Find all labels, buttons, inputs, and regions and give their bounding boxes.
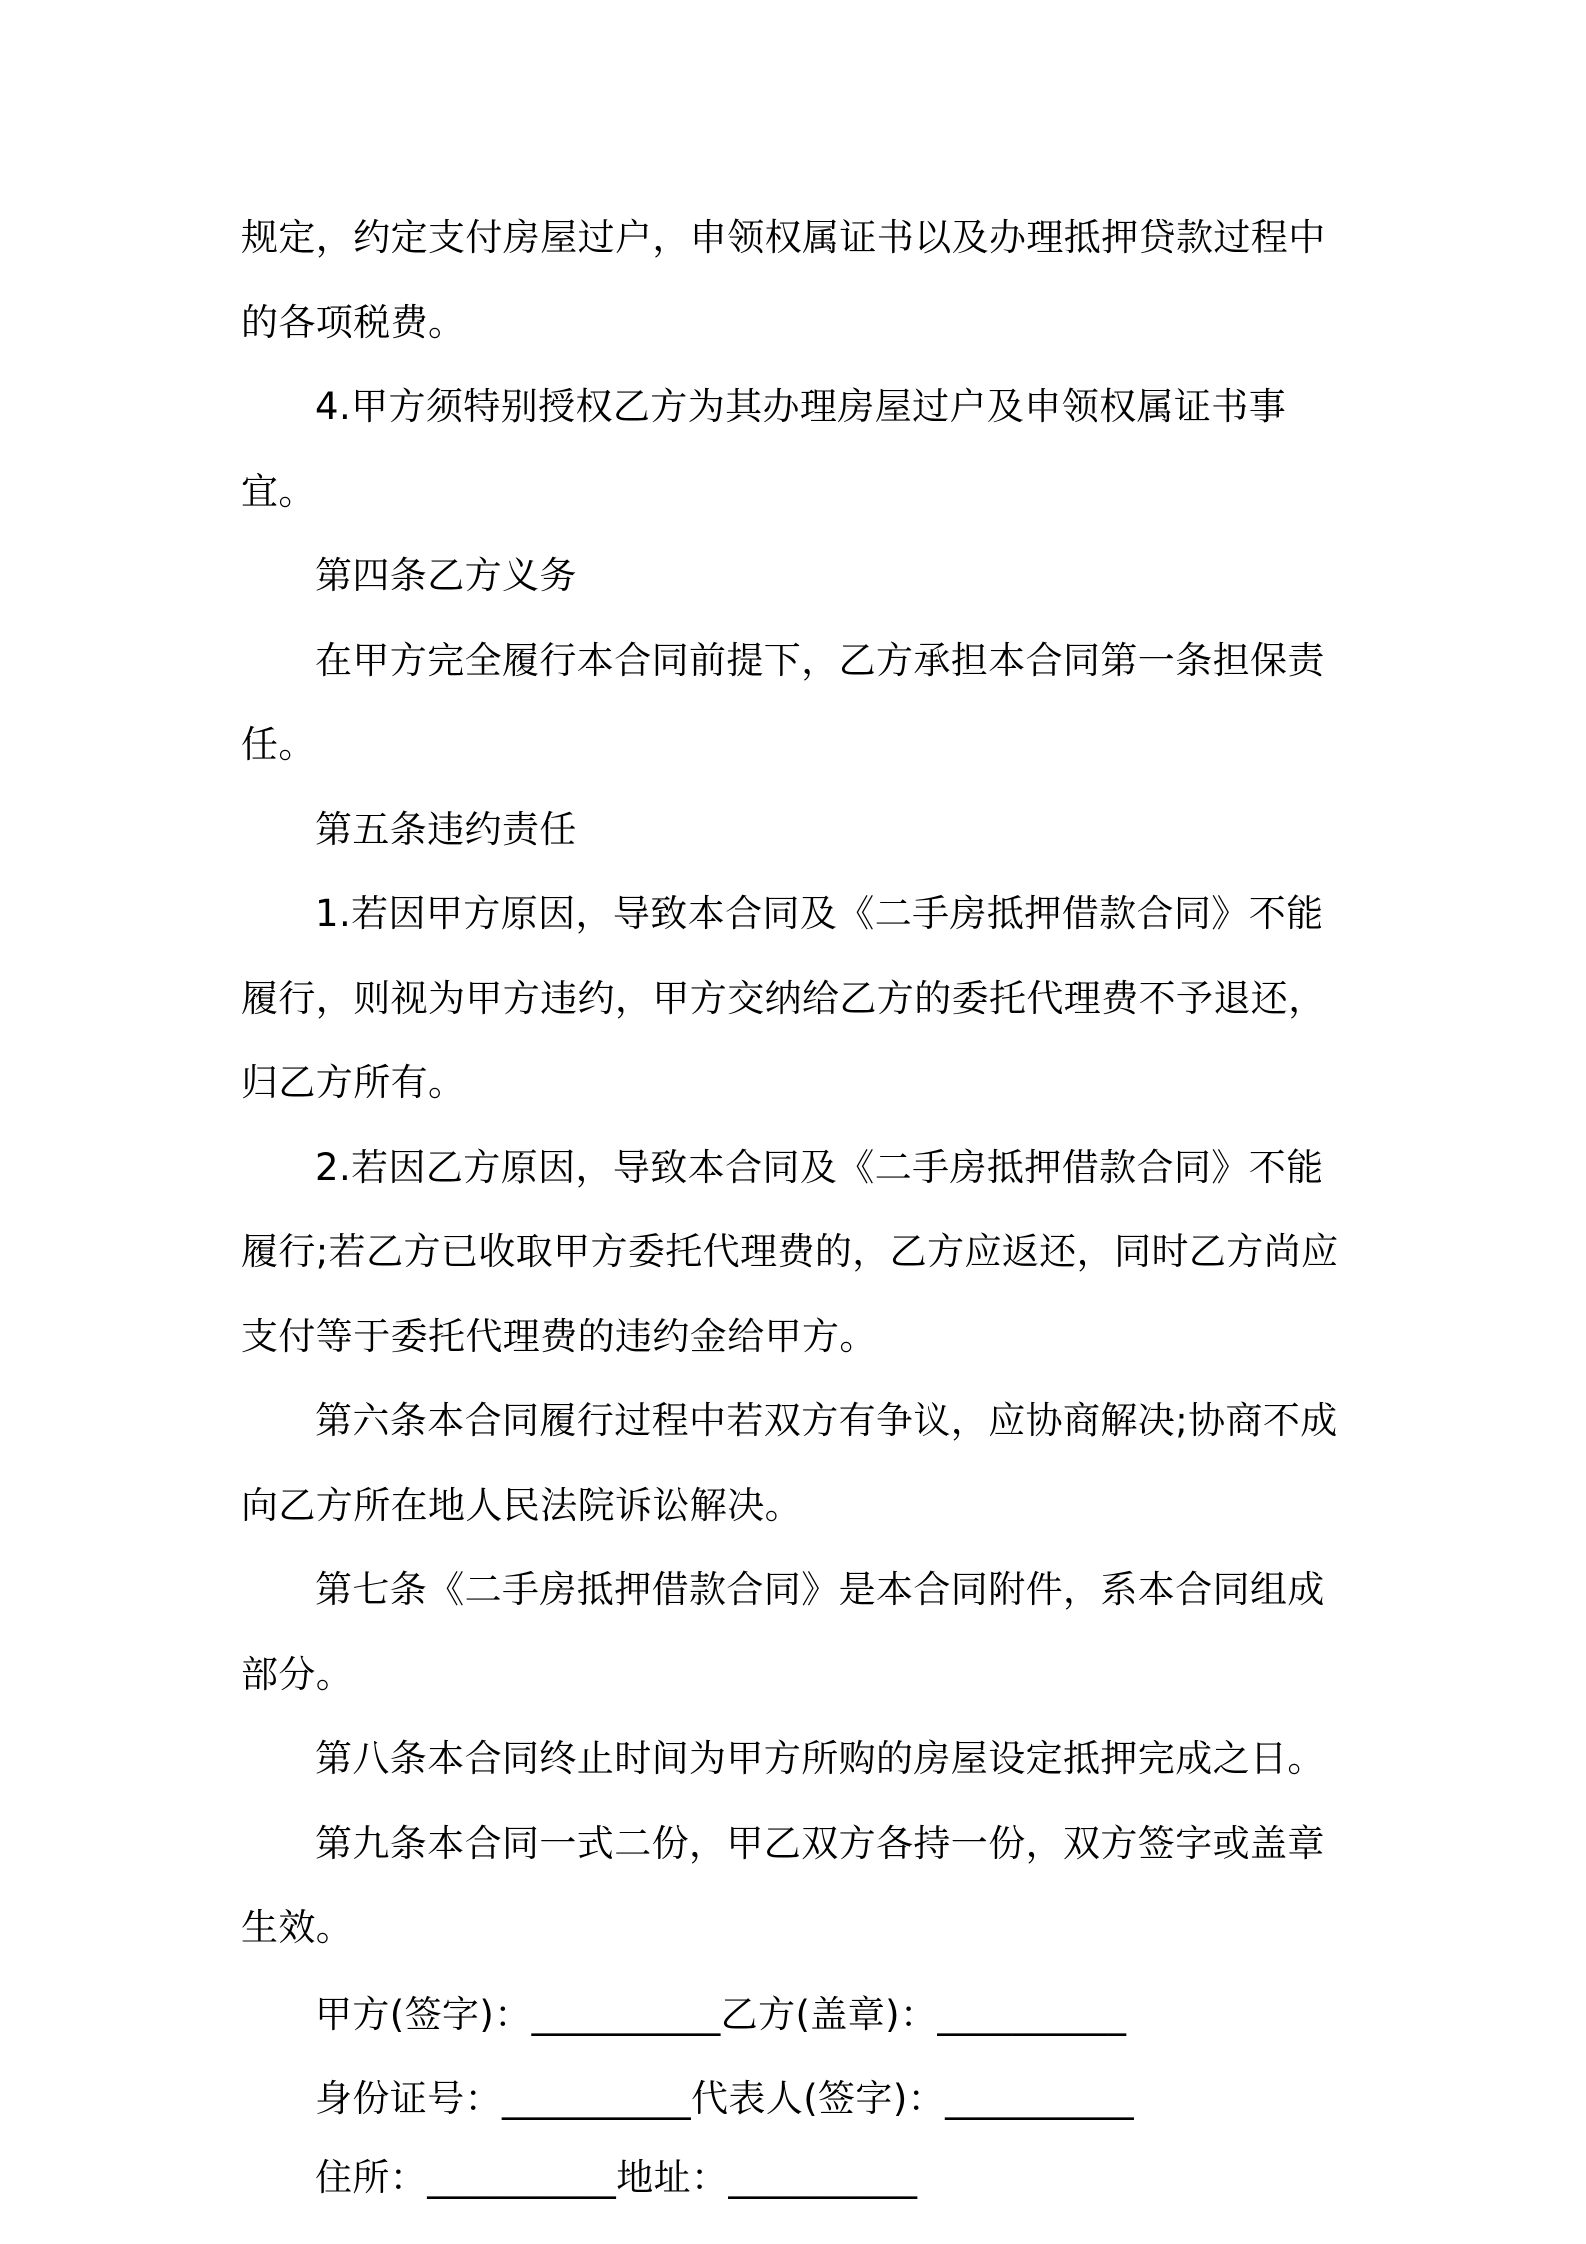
paragraph-article-4-body: 在甲方完全履行本合同前提下，乙方承担本合同第一条担保责任。 [241,638,1325,766]
heading-article-4: 第四条乙方义务 [315,554,577,597]
contract-body [241,196,1351,2220]
paragraph-article-5-item-2: 2.若因乙方原因，导致本合同及《二手房抵押借款合同》不能履行;若乙方已收取甲方委托代理费的，乙方应返还，同时乙方尚应支付等于委托代理费的违约金给甲方。 [241,1145,1339,1358]
signature-line-address: 住所：__________地址：__________ [315,2155,918,2199]
signature-block [241,1973,1351,2221]
signature-line-id-representative: 身份证号：__________代表人(签字)：__________ [315,2077,1135,2120]
paragraph-article-5-item-1: 1.若因甲方原因，导致本合同及《二手房抵押借款合同》不能履行，则视为甲方违约，甲方交纳给乙方的委托代理费不予退还，归乙方所有。 [241,892,1326,1104]
signature-line-party-a-b: 甲方(签字)：__________乙方(盖章)：__________ [315,1992,1127,2036]
paragraph-article-6: 第六条本合同履行过程中若双方有争议，应协商解决;协商不成向乙方所在地人民法院诉讼解决。 [241,1399,1338,1527]
paragraph-article-8: 第八条本合同终止时间为甲方所购的房屋设定抵押完成之日。 [315,1737,1325,1780]
paragraph-tax-fees: 规定，约定支付房屋过户，申领权属证书以及办理抵押贷款过程中的各项税费。 [241,216,1326,344]
paragraph-clause-4-authorization: 4.甲方须特别授权乙方为其办理房屋过户及申领权属证书事宜。 [241,385,1287,513]
paragraph-article-7: 第七条《二手房抵押借款合同》是本合同附件，系本合同组成部分。 [241,1568,1325,1696]
heading-article-5: 第五条违约责任 [315,807,577,851]
paragraph-article-9: 第九条本合同一式二份，甲乙双方各持一份，双方签字或盖章生效。 [241,1821,1325,1949]
